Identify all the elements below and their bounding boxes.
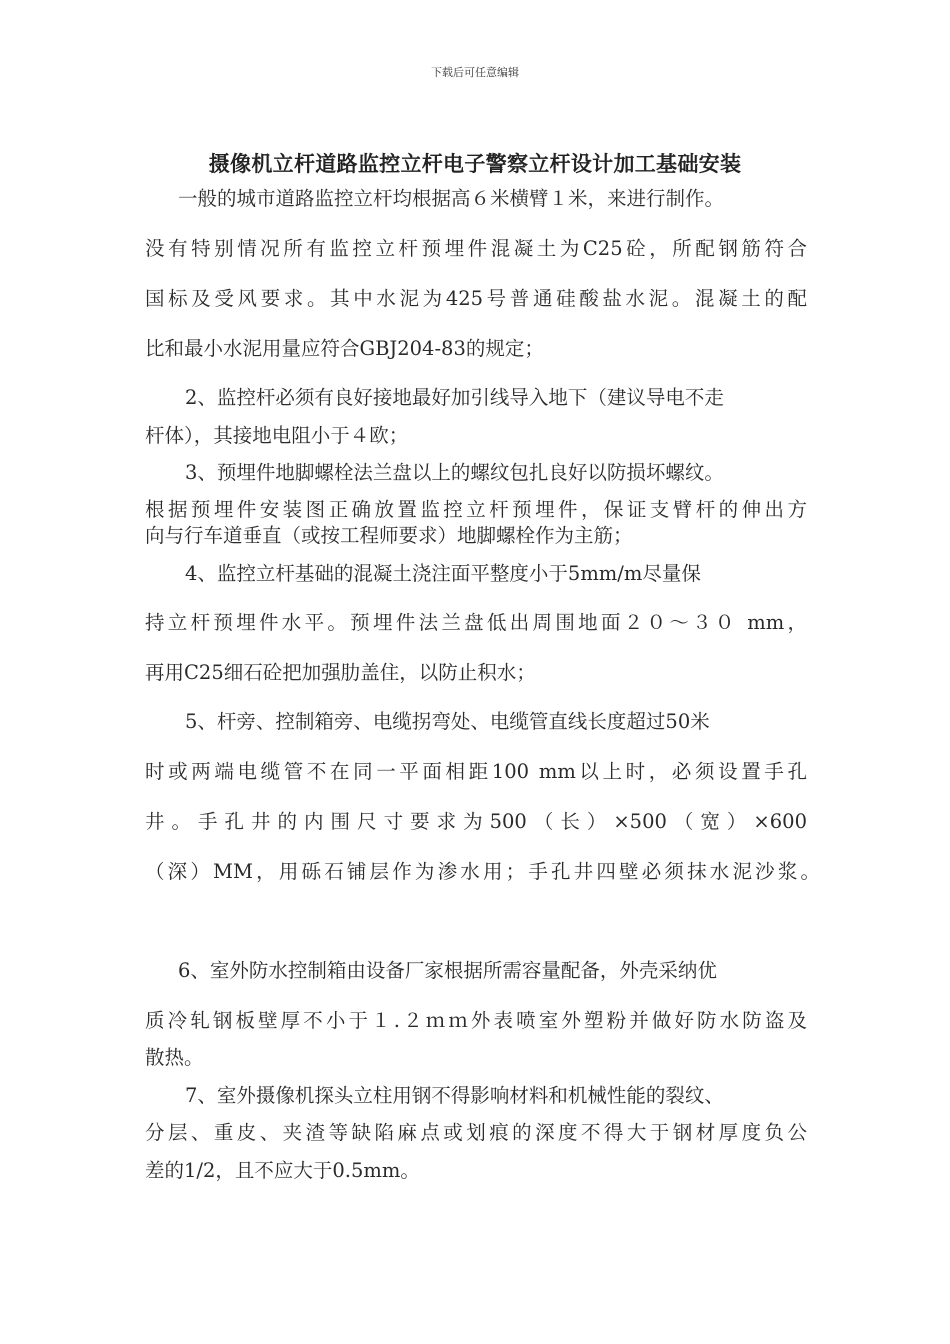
paragraph-6-line-1: 6、室外防水控制箱由设备厂家根据所需容量配备，外壳采纳优 — [178, 959, 717, 982]
paragraph-1-line-1: 一般的城市道路监控立杆均根据高６米横臂１米，来进行制作。 — [178, 187, 725, 210]
paragraph-1-line-2: 没有特别情况所有监控立杆预埋件混凝土为C25砼，所配钢筋符合 — [145, 237, 807, 260]
header-note: 下载后可任意编辑 — [431, 66, 519, 79]
paragraph-2-line-2: 杆体），其接地电阻小于４欧； — [145, 424, 409, 447]
paragraph-3-line-1: 3、预埋件地脚螺栓法兰盘以上的螺纹包扎良好以防损坏螺纹。 — [185, 461, 724, 484]
paragraph-6-line-2: 质冷轧钢板壁厚不小于１.２ｍｍ外表喷室外塑粉并做好防水防盗及 — [145, 1009, 807, 1032]
paragraph-5-line-2: 时或两端电缆管不在同一平面相距100 mm以上时，必须设置手孔 — [145, 760, 807, 783]
paragraph-5-line-4: （深）MM，用砾石铺层作为渗水用；手孔井四壁必须抹水泥沙浆。 — [145, 860, 820, 883]
paragraph-1-line-4: 比和最小水泥用量应符合GBJ204-83的规定； — [145, 337, 544, 360]
paragraph-6-line-3: 散热。 — [145, 1046, 204, 1069]
paragraph-5-line-3: 井。手孔井的内围尺寸要求为500（长）×500（宽）×600 — [145, 810, 807, 833]
document-title: 摄像机立杆道路监控立杆电子警察立杆设计加工基础安装 — [208, 151, 742, 176]
paragraph-4-line-3: 再用C25细石砼把加强肋盖住，以防止积水； — [145, 661, 536, 684]
paragraph-4-line-1: 4、监控立杆基础的混凝土浇注面平整度小于5mm/m尽量保 — [185, 562, 701, 585]
paragraph-3-line-2: 根据预埋件安装图正确放置监控立杆预埋件，保证支臂杆的伸出方 — [145, 498, 807, 521]
paragraph-2-line-1: 2、监控杆必须有良好接地最好加引线导入地下（建议导电不走 — [185, 386, 724, 409]
paragraph-4-line-2: 持立杆预埋件水平。预埋件法兰盘低出周围地面２０～３０ mm， — [145, 611, 807, 634]
paragraph-7-line-1: 7、室外摄像机探头立柱用钢不得影响材料和机械性能的裂纹、 — [185, 1084, 724, 1107]
paragraph-7-line-3: 差的1/2，且不应大于0.5mm。 — [145, 1159, 420, 1182]
paragraph-7-line-2: 分层、重皮、夹渣等缺陷麻点或划痕的深度不得大于钢材厚度负公 — [145, 1121, 807, 1144]
paragraph-1-line-3: 国标及受风要求。其中水泥为425号普通硅酸盐水泥。混凝土的配 — [145, 287, 807, 310]
paragraph-5-line-1: 5、杆旁、控制箱旁、电缆拐弯处、电缆管直线长度超过50米 — [185, 710, 710, 733]
paragraph-3-line-3: 向与行车道垂直（或按工程师要求）地脚螺栓作为主筋； — [145, 524, 633, 547]
